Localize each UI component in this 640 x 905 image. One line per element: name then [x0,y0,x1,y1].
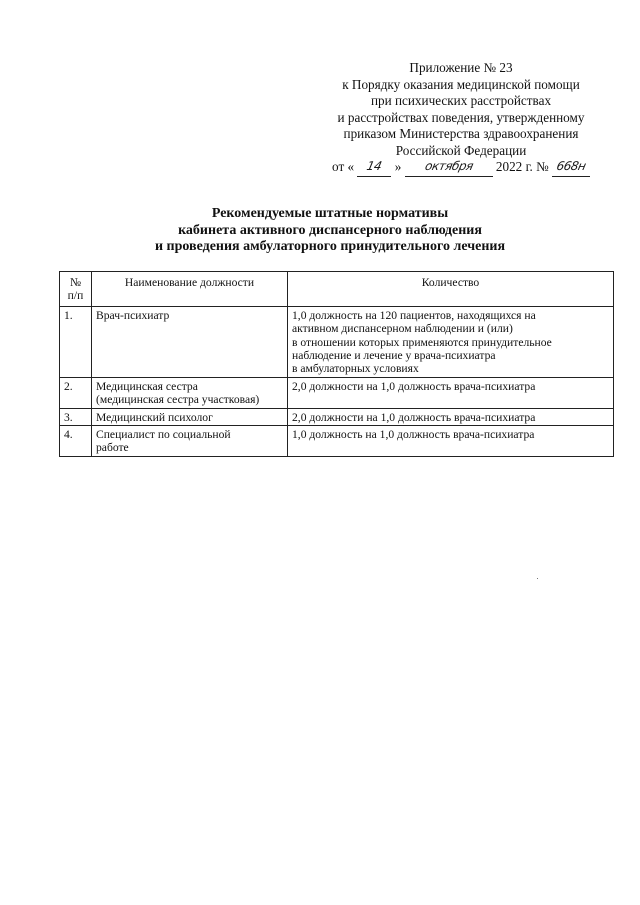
document-title [60,206,600,256]
annex-line: Российской Федерации [395,142,527,158]
qty-line: в отношении которых применяются принудительное [292,335,552,349]
table-row [60,408,614,425]
table-header-row [60,272,614,307]
qty-line: активном диспансерном наблюдении и (или) [292,322,513,336]
row-qty [288,408,614,425]
row-num: 3. [60,408,92,425]
annex-header [300,60,622,177]
staffing-table [59,271,614,457]
row-name: Врач-психиатр [92,306,288,377]
qty-line: в амбулаторных условиях [292,362,419,376]
name-line: (медицинская сестра участковая) [96,393,260,407]
annex-line: при психических расстройствах [370,93,552,108]
qty-line: 1,0 должность на 120 пациентов, находящихся на [292,308,536,322]
header-num: № п/п [60,272,92,307]
date-mid: » [394,159,402,174]
row-name: Медицинский психолог [92,408,288,425]
title-line: Рекомендуемые штатные нормативы [211,206,449,221]
row-qty [288,426,614,457]
name-line: Специалист по социальной [96,428,231,442]
annex-line: к Порядку оказания медицинской помощи [342,76,580,92]
title-line: кабинета активного диспансерного наблюдения [178,222,482,238]
order-number: 668н [555,159,587,173]
row-num: 1. [60,306,92,377]
title-line: и проведения амбулаторного принудительного лечения [154,239,506,254]
name-line: работе [96,441,129,455]
annex-line: приказом Министерства здравоохранения [343,126,579,141]
name-line: Медицинская сестра [96,379,198,393]
table-row [60,426,614,457]
order-number-blank [552,159,590,177]
date-month-blank [405,159,493,177]
date-month: октября [423,159,474,173]
row-qty [288,377,614,408]
qty-line: 2,0 должности на 1,0 должность врача-психиатра [292,379,536,393]
date-day: 14 [365,159,384,173]
annex-line: и расстройствах поведения, утвержденному [337,109,585,125]
row-num: 4. [60,426,92,457]
annex-title: Приложение № 23 [409,60,513,75]
scan-speck [537,578,538,579]
table-row [60,306,614,377]
qty-line: 2,0 должности на 1,0 должность врача-психиатра [292,410,536,424]
date-prefix: от « [332,159,355,174]
header-qty: Количество [288,272,614,307]
table-row [60,377,614,408]
row-name [92,377,288,408]
header-name: Наименование должности [92,272,288,307]
row-num: 2. [60,377,92,408]
order-date-line [300,159,622,177]
row-qty [288,306,614,377]
qty-line: наблюдение и лечение у врача-психиатра [292,349,496,363]
qty-line: 1,0 должность на 1,0 должность врача-психиатра [292,428,535,442]
row-name [92,426,288,457]
date-day-blank [357,159,391,177]
date-year: 2022 г. № [495,159,549,174]
